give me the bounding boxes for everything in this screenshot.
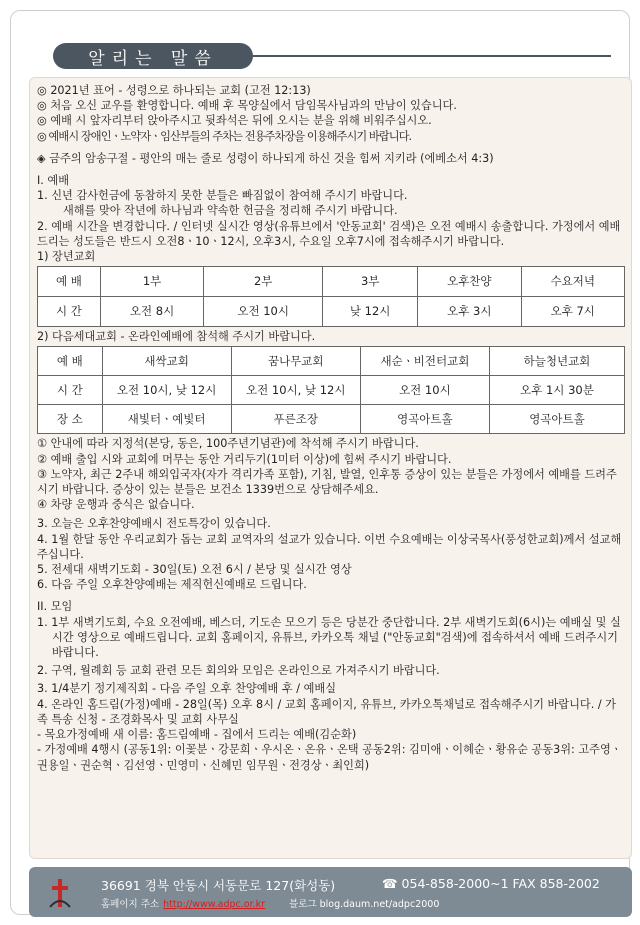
worship-heading: I. 예배 [37, 174, 70, 188]
meeting-item: - 가정예배 4행시 (공동1위: 이꽃분ㆍ강문희ㆍ우시온ㆍ온유ㆍ온택 공동2위: 김미애ㆍ이혜순ㆍ황유순 공동3위: 고주영ㆍ권용일ㆍ권순혁ㆍ김선영ㆍ민영미ㆍ신혜민 임무원ㆍ전경상ㆍ최인희) [37, 743, 622, 772]
table-cell: 푸른조장 [231, 405, 360, 434]
worship-item: 3. 오늘은 오후찬양예배시 전도특강이 있습니다. [37, 517, 271, 531]
meetings-heading: II. 모임 [37, 600, 73, 614]
table-cell: 오후 7시 [521, 297, 624, 327]
table-cell: 오전 10시 [204, 297, 323, 327]
church-logo-icon [47, 877, 73, 909]
worship-item: 5. 전세대 새벽기도회 - 30일(토) 오전 6시 / 본당 및 실시간 영상 [37, 563, 352, 577]
table-row [38, 405, 625, 434]
table-cell: 오전 8시 [100, 297, 203, 327]
intro-line: ◎ 예배시 장애인ㆍ노약자ㆍ임산부들의 주차는 전용주차장을 이용해주시기 바랍니다. [37, 129, 412, 143]
homepage-label: 홈페이지 주소 [101, 899, 160, 910]
adult-church-label: 1) 장년교회 [37, 250, 96, 264]
table-cell: 낮 12시 [323, 297, 418, 327]
church-address: 36691 경북 안동시 서동문로 127(화성동) [101, 878, 336, 893]
intro-line: ◎ 2021년 표어 - 성령으로 하나되는 교회 (고전 12:13) [37, 84, 311, 97]
table-cell: 1부 [100, 267, 203, 297]
meeting-item: 2. 구역, 월례회 등 교회 관련 모든 회의와 모임은 온라인으로 가져주시기 바랍니다. [37, 664, 440, 678]
table-cell: 새빛터ㆍ예빛터 [102, 405, 231, 434]
table-cell: 시 간 [38, 297, 101, 327]
meeting-item: - 목요가정예배 새 이름: 홈드림예배 - 집에서 드리는 예배(김순화) [37, 728, 357, 742]
table-cell: 꿈나무교회 [231, 347, 360, 376]
worship-item: 2. 예배 시간을 변경합니다. / 인터넷 실시간 영상(유튜브에서 '안동교회' 검색)은 오전 예배시 송출합니다. 가정에서 예배드리는 성도들은 반드시 오전8ㆍ10ㆍ12시, 오후3시, 수요일 오후7시에 접속해주시기 바랍니다. [37, 219, 621, 248]
intro-line: ◎ 예배 시 앞자리부터 앉아주시고 뒷좌석은 뒤에 오시는 분을 위해 비워주십시오. [37, 114, 432, 128]
footer [29, 867, 632, 917]
next-gen-label: 2) 다음세대교회 - 온라인예배에 참석해 주시기 바랍니다. [37, 330, 316, 344]
meeting-item: 3. 1/4분기 정기제직회 - 다음 주일 오후 찬양예배 후 / 예배실 [37, 682, 336, 696]
page-title: 알리는 말씀 [53, 43, 253, 69]
announcements-panel [29, 77, 632, 859]
table-cell: 3부 [323, 267, 418, 297]
table-cell: 수요저녁 [521, 267, 624, 297]
table-cell: 오전 10시, 낮 12시 [102, 376, 231, 405]
table-row [38, 376, 625, 405]
worship-note: ② 예배 출입 시와 교회에 머무는 동안 거리두기(1미터 이상)에 힘써 주시기 바랍니다. [37, 452, 452, 466]
table-cell: 새순ㆍ비전터교회 [360, 347, 489, 376]
homepage-link[interactable]: http://www.adpc.or.kr [163, 899, 266, 910]
table-cell: 시 간 [38, 376, 103, 405]
table-cell: 오전 10시, 낮 12시 [231, 376, 360, 405]
table-cell: 예 배 [38, 347, 103, 376]
table-cell: 영곡아트홀 [360, 405, 489, 434]
memory-verse: ◈ 금주의 암송구절 - 평안의 매는 줄로 성령이 하나되게 하신 것을 힘써 지키라 (에베소서 4:3) [37, 151, 494, 165]
table-row [38, 297, 625, 327]
table-cell: 영곡아트홀 [489, 405, 624, 434]
table-cell: 오후 3시 [418, 297, 521, 327]
church-phone: ☎ 054-858-2000~1 FAX 858-2002 [382, 876, 600, 891]
worship-item: 6. 다음 주일 오후찬양예배는 제직헌신예배로 드립니다. [37, 578, 307, 592]
table-cell: 새싹교회 [102, 347, 231, 376]
table-cell: 오후 1시 30분 [489, 376, 624, 405]
table-row [38, 347, 625, 376]
next-gen-schedule-table [37, 346, 625, 434]
worship-item: 새해를 맞아 작년에 하나님과 약속한 헌금을 정리해 주시기 바랍니다. [63, 204, 398, 218]
worship-item: 1. 신년 감사헌금에 동참하지 못한 분들은 빠짐없이 참여해 주시기 바랍니다. [37, 189, 408, 203]
meeting-item: 1. 1부 새벽기도회, 수요 오전예배, 베스더, 기도손 모으기 등은 당분간 중단합니다. 2부 새벽기도회(6시)는 예배실 및 실시간 영상으로 예배드립니다. 교회 홈페이지, 유튜브, 카카오톡 채널 ("안동교회"검색)에 접속하셔서 예배 드려주시기 바랍니다. [37, 615, 621, 660]
website-line [101, 896, 439, 910]
table-cell: 예 배 [38, 267, 101, 297]
bulletin-page [10, 10, 630, 915]
worship-note: ③ 노약자, 최근 2주내 해외입국자(자가 격리가족 포함), 기침, 발열, 인후통 증상이 있는 분들은 가정에서 예배를 드려주시기 바랍니다. 증상이 있는 분들은 보건소 1339번으로 상담해주세요. [37, 467, 617, 497]
table-cell: 장 소 [38, 405, 103, 434]
worship-note: ④ 차량 운행과 중식은 없습니다. [37, 498, 195, 512]
table-cell: 2부 [204, 267, 323, 297]
table-cell: 오전 10시 [360, 376, 489, 405]
blog-link[interactable]: 블로그 blog.daum.net/adpc2000 [289, 899, 440, 910]
meeting-item: 4. 온라인 홈드림(가정)예배 - 28일(목) 오후 8시 / 교회 홈페이지, 유튜브, 카카오톡채널로 접속해주시기 바랍니다. / 가족 특송 신청 - 조경화목사 및 교회 사무실 [37, 697, 616, 726]
title-divider [253, 55, 611, 57]
table-row [38, 267, 625, 297]
adult-schedule-table [37, 266, 625, 327]
table-cell: 하늘청년교회 [489, 347, 624, 376]
worship-note: ① 안내에 따라 지정석(본당, 동은, 100주년기념관)에 착석해 주시기 바랍니다. [37, 437, 419, 451]
worship-item: 4. 1월 한달 동안 우리교회가 돕는 교회 교역자의 설교가 있습니다. 이번 수요예배는 이상국목사(풍성한교회)께서 설교해 주십니다. [37, 532, 622, 561]
table-cell: 오후찬양 [418, 267, 521, 297]
intro-line: ◎ 처음 오신 교우를 환영합니다. 예배 후 목양실에서 담임목사님과의 만남이 있습니다. [37, 99, 457, 113]
